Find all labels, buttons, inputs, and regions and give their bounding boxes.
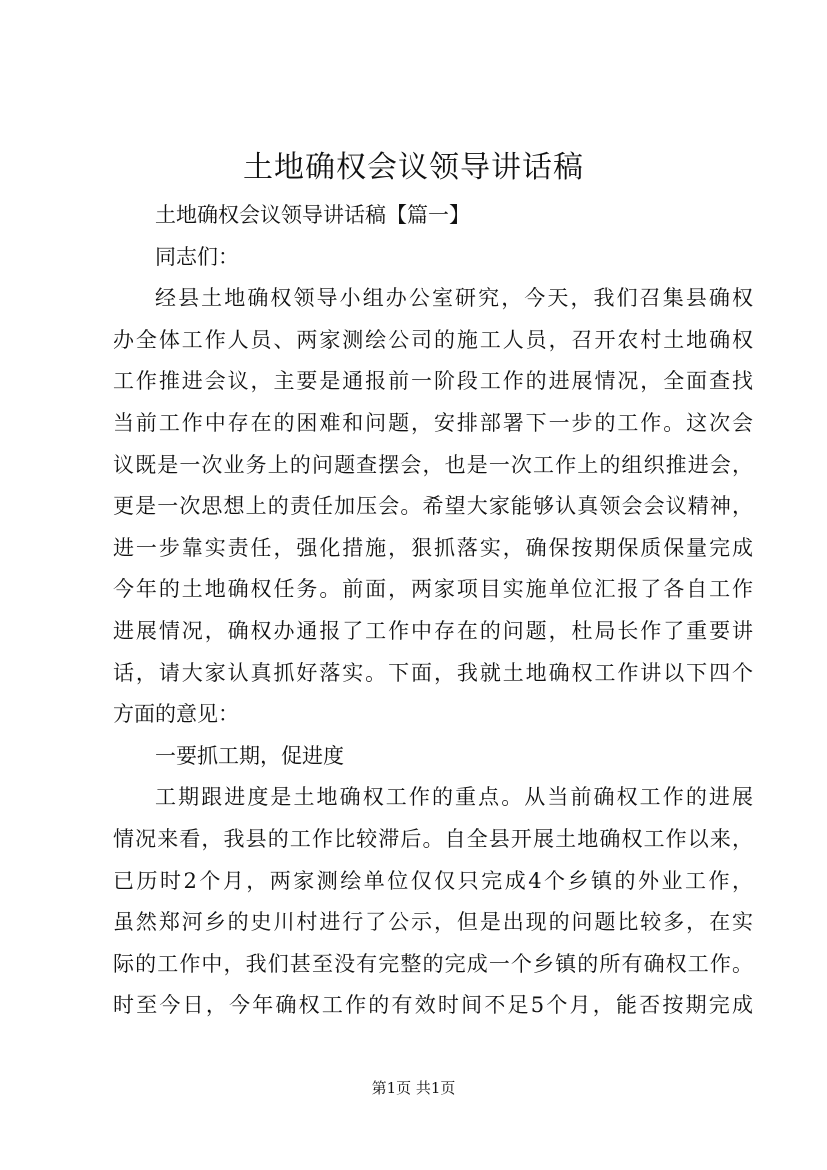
paragraph-line: 工作推进会议，主要是通报前一阶段工作的进展情况，全面查找 <box>113 369 753 394</box>
paragraph-line: 际的工作中，我们甚至没有完整的完成一个乡镇的所有确权工作。 <box>113 951 753 976</box>
subsection-heading: 一要抓工期，促进度 <box>155 743 344 768</box>
paragraph-line: 今年的土地确权任务。前面，两家项目实施单位汇报了各自工作 <box>113 577 753 602</box>
paragraph-line: 已历时2个月，两家测绘单位仅仅只完成4个乡镇的外业工作， <box>113 868 753 893</box>
paragraph-line: 方面的意见： <box>113 702 239 727</box>
section-heading: 土地确权会议领导讲话稿【篇一】 <box>155 203 470 227</box>
paragraph-line: 进一步靠实责任，强化措施，狠抓落实，确保按期保质保量完成 <box>113 535 753 560</box>
paragraph-line: 话，请大家认真抓好落实。下面，我就土地确权工作讲以下四个 <box>113 660 753 685</box>
paragraph-line: 当前工作中存在的困难和问题，安排部署下一步的工作。这次会 <box>113 410 753 435</box>
paragraph-line: 进展情况，确权办通报了工作中存在的问题，杜局长作了重要讲 <box>113 618 753 643</box>
paragraph-line: 情况来看，我县的工作比较滞后。自全县开展土地确权工作以来， <box>113 826 753 851</box>
paragraph-line: 时至今日，今年确权工作的有效时间不足5个月，能否按期完成 <box>113 993 753 1018</box>
salutation: 同志们： <box>155 244 239 269</box>
paragraph-line: 经县土地确权领导小组办公室研究，今天，我们召集县确权 <box>155 286 753 311</box>
document-body <box>113 195 753 1027</box>
paragraph-line: 议既是一次业务上的问题查摆会，也是一次工作上的组织推进会， <box>113 452 753 477</box>
paragraph-line: 工期跟进度是土地确权工作的重点。从当前确权工作的进展 <box>155 785 753 810</box>
paragraph-line: 虽然郑河乡的史川村进行了公示，但是出现的问题比较多，在实 <box>113 910 753 935</box>
paragraph-line: 办全体工作人员、两家测绘公司的施工人员，召开农村土地确权 <box>113 327 753 352</box>
paragraph-line: 更是一次思想上的责任加压会。希望大家能够认真领会会议精神， <box>113 494 753 519</box>
page-footer: 第1页 共1页 <box>371 1079 456 1097</box>
document-title: 土地确权会议领导讲话稿 <box>243 150 584 185</box>
